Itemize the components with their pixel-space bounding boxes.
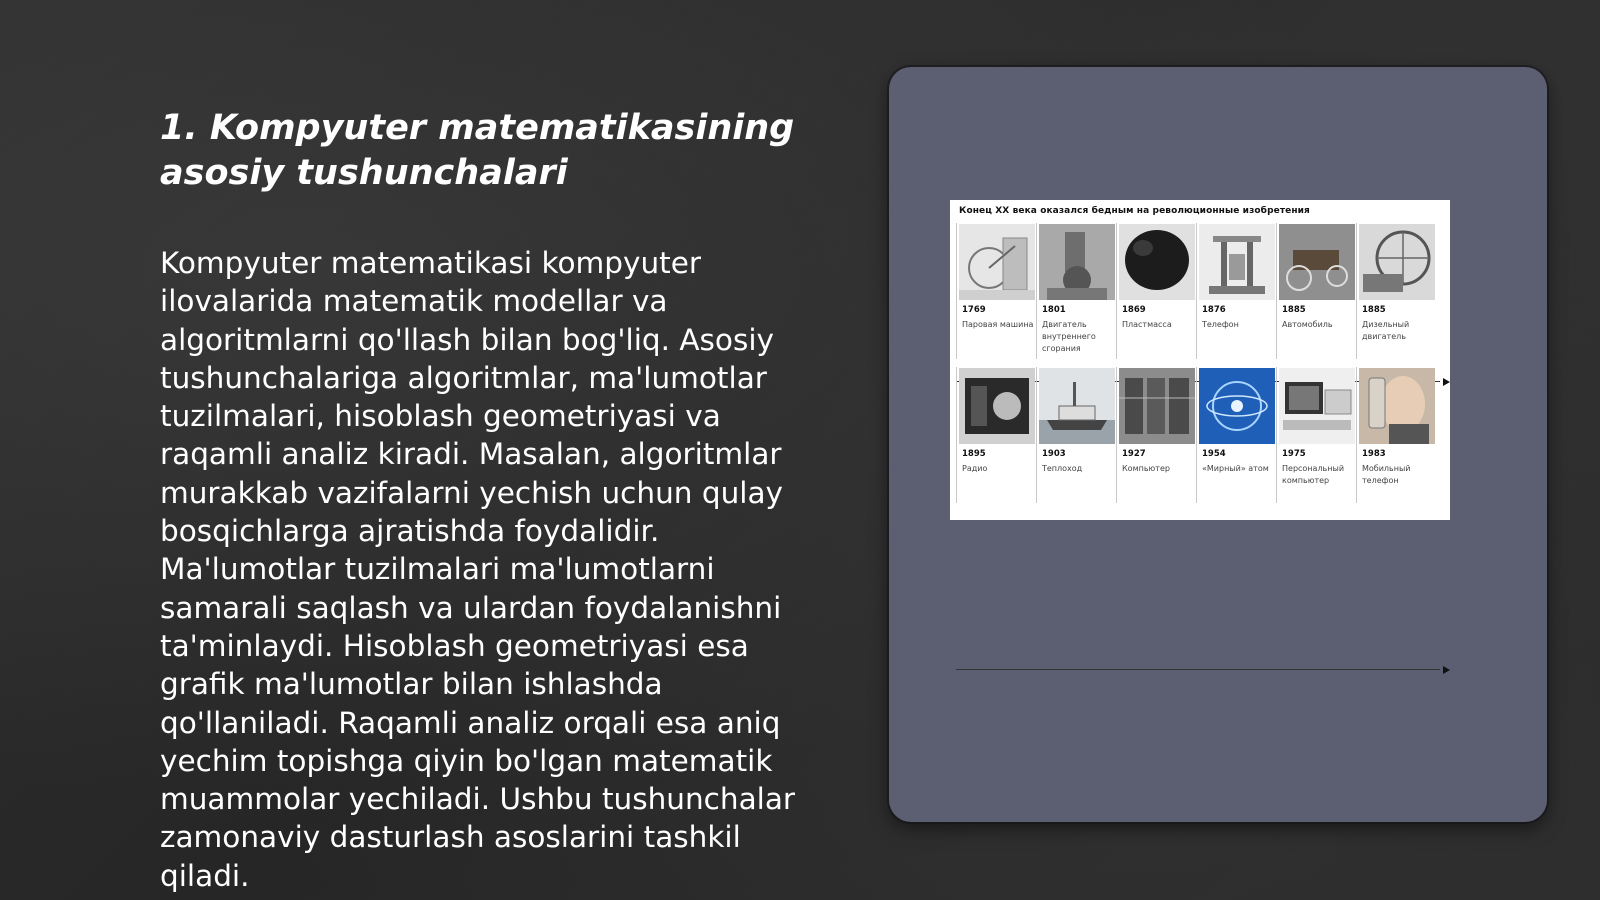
peaceful-atom-photo <box>1199 368 1275 444</box>
slide-title: 1. Kompyuter matematikasining asosiy tushunchalari <box>160 108 795 193</box>
timeline-cell <box>1196 367 1276 503</box>
timeline-year: 1983 <box>1362 449 1386 459</box>
timeline-cell <box>1276 367 1356 503</box>
timeline-cell <box>956 223 1036 359</box>
timeline-year: 1869 <box>1122 305 1146 315</box>
combustion-engine-photo <box>1039 224 1115 300</box>
slide-body-text: Kompyuter matematikasi kompyuter ilovalarida matematik modellar va algoritmlarni qo'llash bilan bog'liq. Asosiy tushunchalariga algoritmlar, ma'lumotlar tuzilmalari, hisoblash geometriyasi va raqamli analiz kiradi. Masalan, algoritmlar murakkab vazifalarni yechish uchun qulay bosqichlarga ajratishda foydalidir. Ma'lumotlar tuzilmalari ma'lumotlarni samarali saqlash va ulardan foydalanishni ta'minlaydi. Hisoblash geometriyasi esa grafik ma'lumotlar bilan ishlashda qo'llaniladi. Raqamli analiz orqali esa aniq yechim topishga qiyin bo'lgan matematik muammolar yechiladi. Ushbu tushunchalar zamonaviy dasturlash asoslarini tashkil qiladi. <box>160 246 796 893</box>
timeline-label: Паровая машина <box>962 320 1034 329</box>
timeline-axis <box>956 669 1440 670</box>
timeline-year: 1769 <box>962 305 986 315</box>
timeline-year: 1975 <box>1282 449 1306 459</box>
timeline-year: 1801 <box>1042 305 1066 315</box>
timeline-label: Компьютер <box>1122 464 1170 473</box>
timeline-label: Дизельный двигатель <box>1362 320 1410 341</box>
timeline-row-1 <box>956 223 1440 359</box>
timeline-year: 1885 <box>1282 305 1306 315</box>
timeline-cell <box>1036 223 1116 359</box>
plastic-photo <box>1119 224 1195 300</box>
figure-title: Конец XX века оказался бедным на революционные изобретения <box>959 206 1310 216</box>
timeline-label: Мобильный телефон <box>1362 464 1411 485</box>
radio-photo <box>959 368 1035 444</box>
timeline-arrow-icon <box>1443 666 1450 674</box>
timeline-label: Теплоход <box>1042 464 1083 473</box>
motor-ship-photo <box>1039 368 1115 444</box>
timeline-cell <box>1196 223 1276 359</box>
timeline-row-2 <box>956 367 1440 503</box>
telephone-photo <box>1199 224 1275 300</box>
timeline-label: Персональный компьютер <box>1282 464 1345 485</box>
timeline-year: 1954 <box>1202 449 1226 459</box>
timeline-label: Двигатель внутреннего сгорания <box>1042 320 1096 353</box>
timeline-label: Пластмасса <box>1122 320 1172 329</box>
timeline-arrow-icon <box>1443 378 1450 386</box>
automobile-photo <box>1279 224 1355 300</box>
timeline-year: 1927 <box>1122 449 1146 459</box>
timeline-cell <box>1116 367 1196 503</box>
timeline-year: 1903 <box>1042 449 1066 459</box>
timeline-cell <box>1036 367 1116 503</box>
timeline-year: 1876 <box>1202 305 1226 315</box>
timeline-label: Радио <box>962 464 988 473</box>
timeline-label: Телефон <box>1202 320 1239 329</box>
mobile-phone-photo <box>1359 368 1435 444</box>
personal-computer-photo <box>1279 368 1355 444</box>
timeline-year: 1895 <box>962 449 986 459</box>
timeline-cell <box>1356 223 1436 359</box>
inventions-timeline-figure <box>950 200 1450 520</box>
timeline-cell <box>956 367 1036 503</box>
diesel-engine-photo <box>1359 224 1435 300</box>
timeline-cell <box>1276 223 1356 359</box>
timeline-label: «Мирный» атом <box>1202 464 1269 473</box>
timeline-cell <box>1116 223 1196 359</box>
timeline-cell <box>1356 367 1436 503</box>
timeline-label: Автомобиль <box>1282 320 1333 329</box>
steam-engine-photo <box>959 224 1035 300</box>
timeline-year: 1885 <box>1362 305 1386 315</box>
computer-photo <box>1119 368 1195 444</box>
